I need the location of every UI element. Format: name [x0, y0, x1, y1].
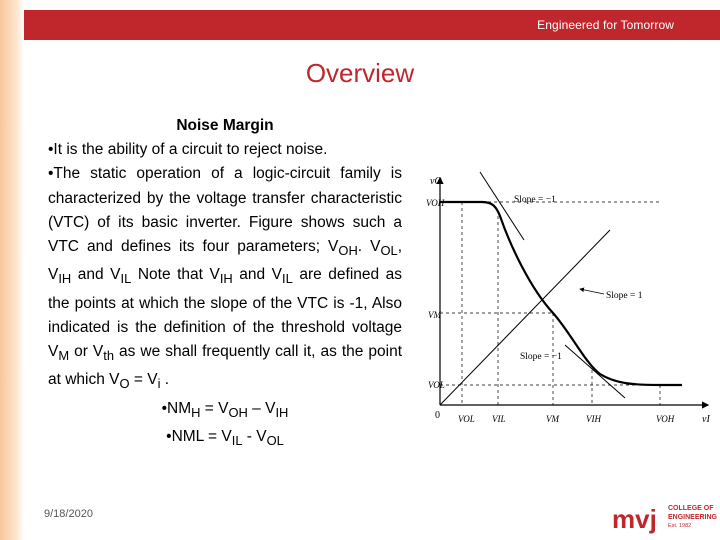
slide-title: Overview — [305, 58, 415, 88]
mvj-logo-icon — [612, 504, 662, 534]
tangent-line-lower — [565, 345, 625, 398]
x-axis-label: vI — [702, 414, 710, 425]
y-tick-vol: VOL — [428, 380, 445, 390]
x-tick-vol: VOL — [458, 414, 475, 424]
nmh-formula: $•NM_H = V_{OH} - V_{IH}$ — [161, 399, 289, 420]
nml-formula: •NML = $V_{IL} - V_{OL}$ — [166, 427, 284, 448]
logo-text: COLLEGE OF ENGINEERING Est. 1982 — [668, 505, 718, 529]
noise-margin-heading: Noise Margin — [176, 117, 274, 134]
annotation-slope-neg1-upper: Slope = −1 — [514, 195, 556, 205]
vo-equals-vi-line — [440, 230, 610, 405]
y-tick-voh: VOH — [426, 198, 445, 208]
origin-label: 0 — [435, 410, 440, 421]
annotation-slope-1: Slope = 1 — [606, 291, 643, 301]
footer-date: 9/18/2020 — [44, 508, 93, 520]
x-tick-vih: VIH — [586, 414, 601, 424]
header-tagline: Engineered for Tomorrow — [537, 18, 674, 32]
bullet-definition: •It is the ability of a circuit to reject noise. — [48, 141, 328, 159]
y-tick-vm: VM — [428, 310, 441, 320]
header-bar — [24, 10, 720, 40]
x-tick-vil: VIL — [492, 414, 506, 424]
y-axis-label: vO — [430, 176, 442, 187]
slide-body — [48, 114, 402, 453]
x-tick-vm: VM — [546, 414, 559, 424]
x-tick-voh: VOH — [656, 414, 675, 424]
tangent-line-upper — [480, 172, 524, 240]
pointer-slope-1 — [580, 289, 604, 294]
bullet-vtc-paragraph: •The static operation of a logic-circuit family is characterized by the voltage transfer characteristic (VTC) of its basic inverter. Figure shows such a VTC and defines its four parameters; $V_{OH}$. $V_{OL}$, $V_{IH}$ and $V_{IL}$ Note that $V_{IH}$ and $V_{IL}$ are defined as the points at which the slope of the VTC is -1, Also indicated is the definition of the threshold voltage $V_M$ or $V_{th}$ as we shall frequently call it, as the point at which $V_O = V_i$ . — [48, 165, 403, 392]
annotation-slope-neg1-lower: Slope = −1 — [520, 352, 562, 362]
vtc-diagram — [420, 160, 720, 435]
svg-text:mvj: mvj — [612, 504, 657, 534]
